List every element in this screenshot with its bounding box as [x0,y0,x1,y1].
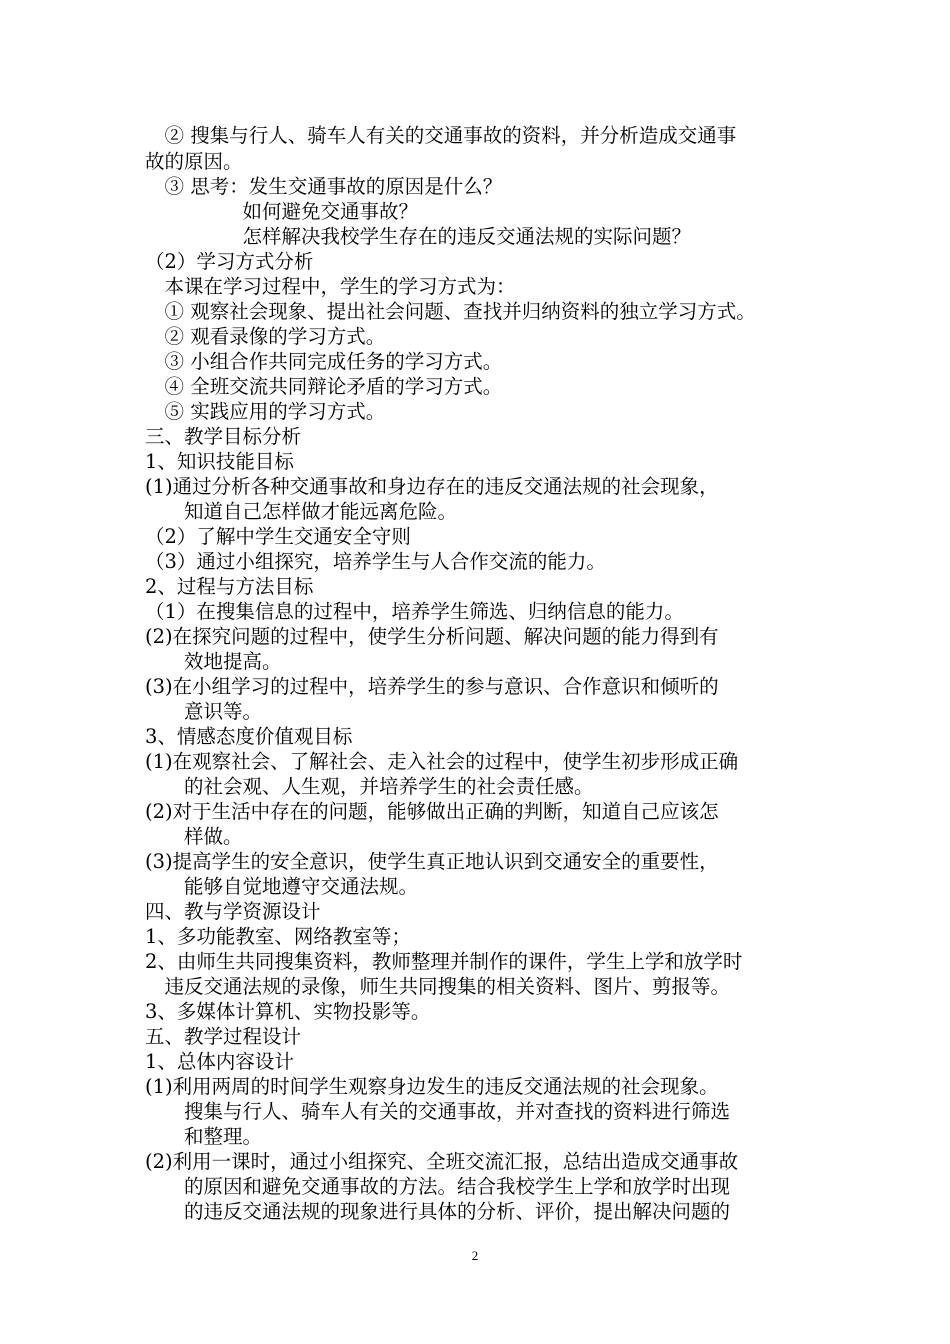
section-heading: 五、教学过程设计 [145,1025,302,1048]
body-line: ③ 小组合作共同完成任务的学习方式。 [145,350,503,373]
body-line: 样做。 [145,825,243,848]
body-line: (1)通过分析各种交通事故和身边存在的违反交通法规的社会现象， [145,475,719,498]
section-subheading: 1、总体内容设计 [145,1050,294,1073]
body-line: ② 搜集与行人、骑车人有关的交通事故的资料，并分析造成交通事 [145,124,737,147]
body-line: （3）通过小组探究，培养学生与人合作交流的能力。 [145,550,606,573]
body-line: ⑤ 实践应用的学习方式。 [145,400,386,423]
body-line: (2)对于生活中存在的问题，能够做出正确的判断，知道自己应该怎 [145,800,719,823]
body-line: (3)提高学生的安全意识，使学生真正地认识到交通安全的重要性， [145,850,719,873]
body-line: 1、多功能教室、网络教室等； [145,925,411,948]
body-line: 意识等。 [145,700,263,723]
body-line: 知道自己怎样做才能远离危险。 [145,500,458,523]
section-heading: 三、教学目标分析 [145,425,302,448]
body-line: 的违反交通法规的现象进行具体的分析、评价，提出解决问题的 [145,1200,731,1223]
body-line: 故的原因。 [145,150,243,173]
body-line: (1)利用两周的时间学生观察身边发生的违反交通法规的社会现象。 [145,1075,719,1098]
body-line: ④ 全班交流共同辩论矛盾的学习方式。 [145,375,503,398]
section-subheading: 3、情感态度价值观目标 [145,725,353,748]
body-line: ② 观看录像的学习方式。 [145,325,386,348]
body-line: 效地提高。 [145,650,282,673]
body-line: (2)在探究问题的过程中，使学生分析问题、解决问题的能力得到有 [145,625,719,648]
section-heading: 四、教与学资源设计 [145,900,321,923]
body-line: 本课在学习过程中，学生的学习方式为： [145,275,516,298]
body-line: （2）了解中学生交通安全守则 [145,525,411,548]
body-line: ① 观察社会现象、提出社会问题、查找并归纳资料的独立学习方式。 [145,300,756,323]
body-line: (2)利用一课时，通过小组探究、全班交流汇报，总结出造成交通事故 [145,1150,739,1173]
body-line: 能够自觉地遵守交通法规。 [145,875,419,898]
section-subheading: 1、知识技能目标 [145,450,294,473]
body-line: 3、多媒体计算机、实物投影等。 [145,1000,431,1023]
body-line: 违反交通法规的录像，师生共同搜集的相关资料、图片、剪报等。 [145,975,731,998]
body-line: 搜集与行人、骑车人有关的交通事故，并对查找的资料进行筛选 [145,1100,731,1123]
body-line: 如何避免交通事故？ [145,200,419,223]
body-line: 和整理。 [145,1125,263,1148]
section-subheading: （2）学习方式分析 [145,250,314,273]
body-line: 怎样解决我校学生存在的违反交通法规的实际问题？ [145,225,692,248]
body-line: (3)在小组学习的过程中，培养学生的参与意识、合作意识和倾听的 [145,675,719,698]
page-number: 2 [471,1248,479,1263]
section-subheading: 2、过程与方法目标 [145,575,314,598]
body-line: 的原因和避免交通事故的方法。结合我校学生上学和放学时出现 [145,1175,731,1198]
body-line: （1）在搜集信息的过程中，培养学生筛选、归纳信息的能力。 [145,600,684,623]
body-line: ③ 思考：发生交通事故的原因是什么？ [145,175,503,198]
body-line: 2、由师生共同搜集资料，教师整理并制作的课件，学生上学和放学时 [145,950,743,973]
body-line: 的社会观、人生观，并培养学生的社会责任感。 [145,775,594,798]
body-line: (1)在观察社会、了解社会、走入社会的过程中，使学生初步形成正确 [145,750,739,773]
